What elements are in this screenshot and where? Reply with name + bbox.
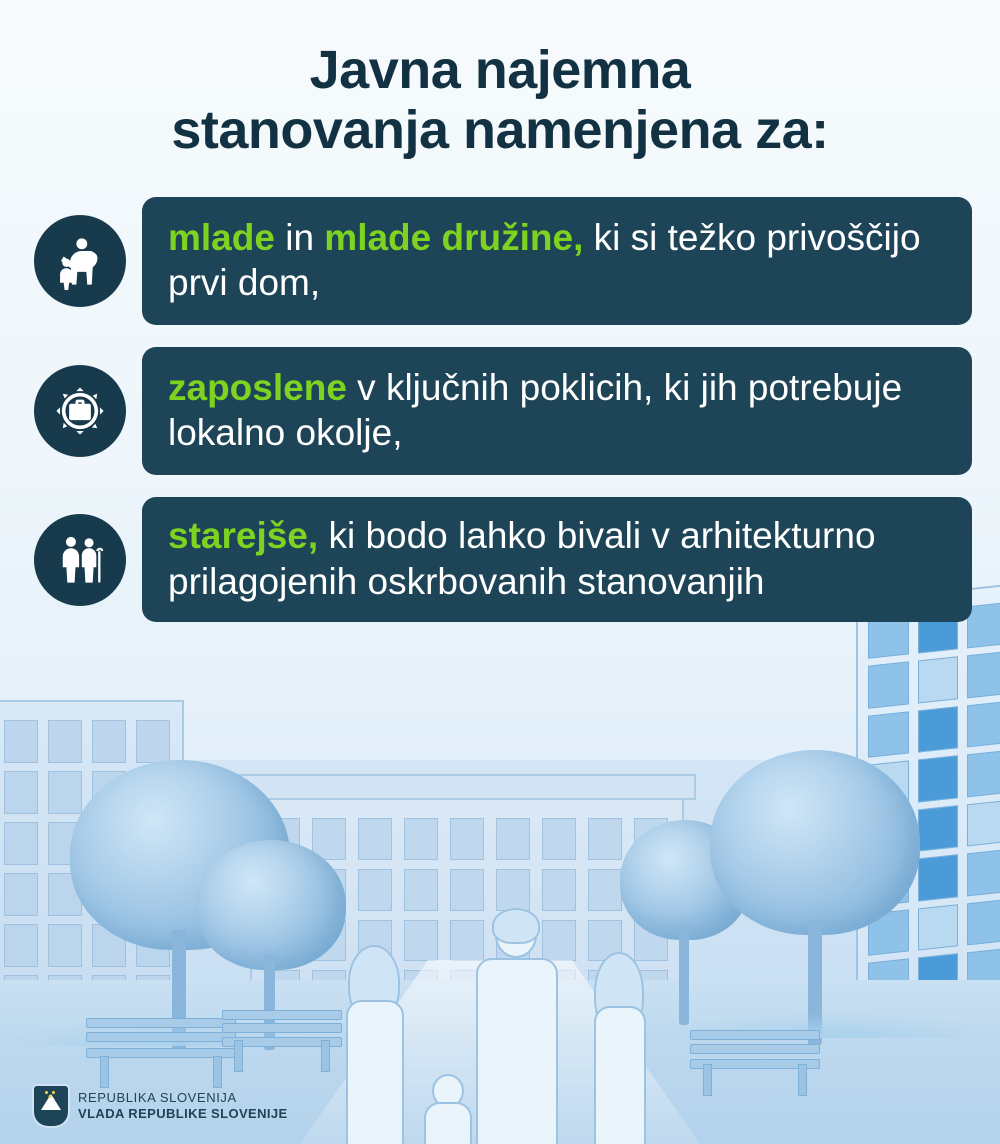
briefcase-gear-icon xyxy=(34,365,126,457)
list-item xyxy=(32,197,972,325)
icon-slot xyxy=(32,363,128,459)
plain-text: v ključnih poklicih, ki jih potrebuje lokalno okolje, xyxy=(168,367,903,454)
slovenia-coat-of-arms-icon xyxy=(34,1086,68,1126)
list-item xyxy=(32,497,972,621)
person-daughter-body xyxy=(594,1006,646,1144)
list-item-text xyxy=(142,347,972,475)
plain-text: in xyxy=(274,216,325,258)
bullet-list xyxy=(0,197,1000,622)
bench xyxy=(222,1010,342,1072)
list-item xyxy=(32,347,972,475)
bench xyxy=(690,1030,820,1096)
plain-text: ki bodo lahko bivali v arhitekturno prilagojenih oskrbovanih stanovanjih xyxy=(168,515,876,602)
title-line-2: stanovanja namenjena za: xyxy=(171,100,829,161)
person-father-hair xyxy=(492,908,540,944)
icon-slot xyxy=(32,213,128,309)
highlight-text: zaposlene xyxy=(168,367,347,409)
list-item-text xyxy=(142,497,972,621)
highlight-text: mlade xyxy=(168,216,275,258)
government-label xyxy=(78,1090,288,1123)
footer-line-1: REPUBLIKA SLOVENIJA xyxy=(78,1089,237,1105)
bench xyxy=(86,1018,236,1088)
highlight-text: mlade družine, xyxy=(324,216,584,258)
family-icon xyxy=(34,215,126,307)
person-father-body xyxy=(476,958,558,1144)
tree xyxy=(196,840,346,970)
person-child-body xyxy=(424,1102,472,1144)
person-mother-body xyxy=(346,1000,404,1144)
page-title xyxy=(0,0,1000,161)
tree xyxy=(710,750,920,935)
icon-slot xyxy=(32,512,128,608)
highlight-text: starejše, xyxy=(168,515,319,557)
tree-trunk xyxy=(679,925,689,1025)
elderly-couple-icon xyxy=(34,514,126,606)
plain-text: ki si težko privoščijo prvi dom, xyxy=(168,216,921,304)
footer-line-2: VLADA REPUBLIKE SLOVENIJE xyxy=(78,1106,288,1121)
list-item-text xyxy=(142,197,972,325)
government-logo xyxy=(34,1086,288,1126)
title-line-1: Javna najemna xyxy=(309,40,691,100)
